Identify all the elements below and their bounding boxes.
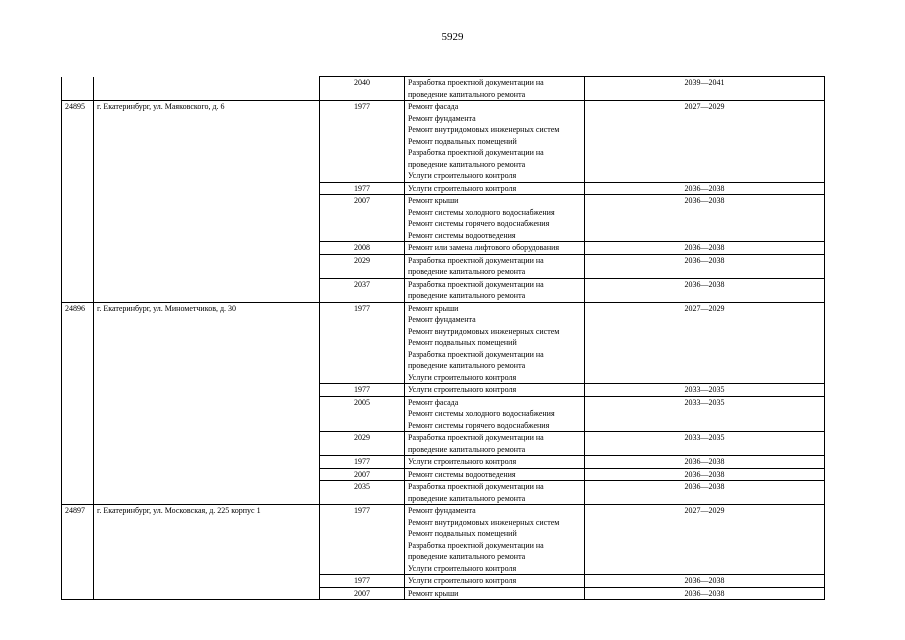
record-number — [62, 575, 94, 588]
work-type: Разработка проектной документации на — [408, 349, 544, 359]
planned-period-cell: 2036—2038 — [585, 195, 825, 242]
record-number — [62, 195, 94, 242]
work-type: Услуги строительного контроля — [408, 563, 517, 573]
table-row — [62, 384, 825, 397]
year-cell: 2037 — [320, 278, 405, 302]
year-cell: 2007 — [320, 587, 405, 600]
work-type: Разработка проектной документации на — [408, 279, 544, 289]
building-address — [94, 481, 320, 505]
work-type: Разработка проектной документации на — [408, 255, 544, 265]
work-type: Разработка проектной документации на — [408, 433, 544, 442]
work-type: Ремонт подвальных помещений — [408, 529, 517, 538]
year-cell: 2007 — [320, 468, 405, 481]
record-number — [62, 396, 94, 432]
record-number — [62, 587, 94, 600]
work-type: Услуги строительного контроля — [408, 457, 517, 466]
year-cell: 2005 — [320, 396, 405, 432]
work-types-cell — [405, 587, 585, 600]
building-address: г. Екатеринбург, ул. Маяковского, д. 6 — [94, 101, 320, 183]
work-type: Ремонт внутридомовых инженерных систем — [408, 125, 560, 134]
work-types-cell — [405, 384, 585, 397]
work-types-cell — [405, 481, 585, 505]
work-type: Услуги строительного контроля — [408, 576, 517, 585]
record-number — [62, 456, 94, 469]
planned-period-cell: 2033—2035 — [585, 432, 825, 456]
year-cell: 2029 — [320, 432, 405, 456]
building-address — [94, 77, 320, 101]
table-row — [62, 254, 825, 278]
work-type: Ремонт крыши — [408, 588, 459, 598]
record-number — [62, 77, 94, 101]
work-types-cell — [405, 432, 585, 456]
work-types-cell — [405, 101, 585, 183]
work-type: Ремонт внутридомовых инженерных систем — [408, 517, 560, 527]
work-type: проведение капитального ремонта — [408, 361, 526, 370]
table-row — [62, 468, 825, 481]
record-number — [62, 432, 94, 456]
building-address — [94, 254, 320, 278]
building-address — [94, 468, 320, 481]
work-type: Ремонт системы горячего водоснабжения — [408, 219, 550, 228]
building-address — [94, 182, 320, 195]
building-address — [94, 242, 320, 255]
year-cell: 2008 — [320, 242, 405, 255]
work-types-cell — [405, 242, 585, 255]
table-row — [62, 278, 825, 302]
work-type: Разработка проектной документации на — [408, 540, 544, 550]
work-type: проведение капитального ремонта — [408, 159, 526, 169]
work-type: Ремонт фасада — [408, 397, 459, 407]
work-type: проведение капитального ремонта — [408, 444, 526, 454]
work-types-cell — [405, 77, 585, 101]
record-number — [62, 481, 94, 505]
record-number — [62, 278, 94, 302]
work-type: проведение капитального ремонта — [408, 267, 526, 276]
year-cell: 1977 — [320, 456, 405, 469]
planned-period-cell: 2027—2029 — [585, 101, 825, 183]
table-row — [62, 195, 825, 242]
work-type: Ремонт фундамента — [408, 113, 476, 123]
work-type: Ремонт или замена лифтового оборудования — [408, 243, 560, 252]
record-number — [62, 254, 94, 278]
year-cell: 2029 — [320, 254, 405, 278]
table-row — [62, 242, 825, 255]
record-number — [62, 384, 94, 397]
page-number: 5929 — [441, 31, 464, 43]
planned-period-cell: 2033—2035 — [585, 384, 825, 397]
building-address — [94, 575, 320, 588]
work-types-cell — [405, 456, 585, 469]
planned-period-cell: 2036—2038 — [585, 182, 825, 195]
work-types-cell — [405, 396, 585, 432]
work-types-cell — [405, 468, 585, 481]
building-address: г. Екатеринбург, ул. Московская, д. 225 корпус 1 — [94, 505, 320, 575]
planned-period-cell: 2036—2038 — [585, 278, 825, 302]
work-types-cell — [405, 182, 585, 195]
table-row — [62, 575, 825, 588]
year-cell: 1977 — [320, 384, 405, 397]
planned-period-cell: 2036—2038 — [585, 481, 825, 505]
work-type: Ремонт фасада — [408, 102, 459, 111]
work-type: Услуги строительного контроля — [408, 183, 517, 193]
year-cell: 1977 — [320, 505, 405, 575]
table-row — [62, 432, 825, 456]
work-types-cell — [405, 575, 585, 588]
year-cell: 1977 — [320, 182, 405, 195]
year-cell: 1977 — [320, 302, 405, 384]
work-type: проведение капитального ремонта — [408, 552, 526, 561]
table-row — [62, 77, 825, 101]
year-cell: 1977 — [320, 101, 405, 183]
planned-period-cell: 2036—2038 — [585, 468, 825, 481]
building-address — [94, 587, 320, 600]
work-types-cell — [405, 195, 585, 242]
year-cell: 2007 — [320, 195, 405, 242]
work-types-cell — [405, 278, 585, 302]
work-type: проведение капитального ремонта — [408, 291, 526, 300]
planned-period-cell: 2036—2038 — [585, 242, 825, 255]
planned-period-cell: 2036—2038 — [585, 587, 825, 600]
planned-period-cell: 2027—2029 — [585, 302, 825, 384]
work-type: Ремонт фундамента — [408, 506, 476, 515]
record-number — [62, 242, 94, 255]
planned-period-cell: 2036—2038 — [585, 254, 825, 278]
work-type: Ремонт системы холодного водоснабжения — [408, 207, 555, 217]
work-type: Ремонт фундамента — [408, 315, 476, 324]
table-row — [62, 396, 825, 432]
building-address — [94, 195, 320, 242]
table-row — [62, 456, 825, 469]
planned-period-cell: 2036—2038 — [585, 575, 825, 588]
work-type: Услуги строительного контроля — [408, 385, 517, 394]
table-row — [62, 587, 825, 600]
work-type: Ремонт подвальных помещений — [408, 136, 517, 146]
repair-schedule-table — [61, 76, 825, 600]
planned-period-cell: 2027—2029 — [585, 505, 825, 575]
work-type: Ремонт системы холодного водоснабжения — [408, 409, 555, 418]
work-types-cell — [405, 505, 585, 575]
building-address — [94, 384, 320, 397]
work-type: Ремонт крыши — [408, 303, 459, 313]
table-row — [62, 302, 825, 384]
table-row — [62, 182, 825, 195]
record-number — [62, 468, 94, 481]
work-type: Разработка проектной документации на — [408, 148, 544, 157]
work-type: Разработка проектной документации на — [408, 78, 544, 87]
work-type: Услуги строительного контроля — [408, 171, 517, 180]
work-type: Услуги строительного контроля — [408, 372, 517, 382]
work-type: Ремонт системы водоотведения — [408, 469, 516, 479]
year-cell: 1977 — [320, 575, 405, 588]
work-type: Ремонт подвальных помещений — [408, 338, 517, 347]
year-cell: 2040 — [320, 77, 405, 101]
planned-period-cell: 2033—2035 — [585, 396, 825, 432]
record-number: 24897 — [62, 505, 94, 575]
work-type: Ремонт крыши — [408, 196, 459, 205]
planned-period-cell: 2036—2038 — [585, 456, 825, 469]
record-number: 24895 — [62, 101, 94, 183]
record-number: 24896 — [62, 302, 94, 384]
year-cell: 2035 — [320, 481, 405, 505]
building-address — [94, 456, 320, 469]
planned-period-cell: 2039—2041 — [585, 77, 825, 101]
table-row — [62, 505, 825, 575]
work-type: Ремонт внутридомовых инженерных систем — [408, 326, 560, 336]
work-type: Ремонт системы водоотведения — [408, 230, 516, 240]
building-address — [94, 278, 320, 302]
work-types-cell — [405, 254, 585, 278]
building-address — [94, 432, 320, 456]
work-type: проведение капитального ремонта — [408, 89, 526, 99]
work-types-cell — [405, 302, 585, 384]
work-type: Ремонт системы горячего водоснабжения — [408, 420, 550, 430]
building-address: г. Екатеринбург, ул. Минометчиков, д. 30 — [94, 302, 320, 384]
table-row — [62, 101, 825, 183]
table-row — [62, 481, 825, 505]
building-address — [94, 396, 320, 432]
record-number — [62, 182, 94, 195]
work-type: проведение капитального ремонта — [408, 493, 526, 503]
work-type: Разработка проектной документации на — [408, 482, 544, 491]
